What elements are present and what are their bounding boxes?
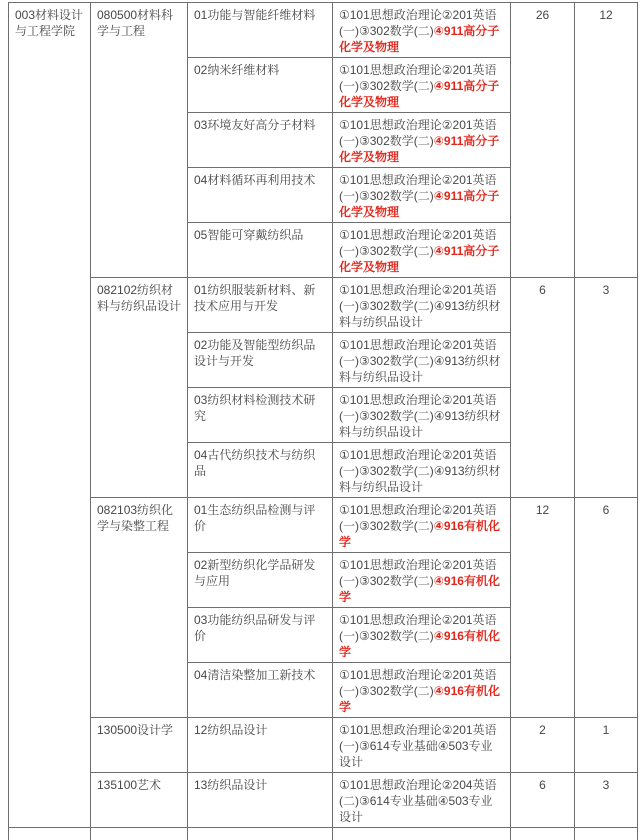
exam-subjects-cell <box>333 58 511 113</box>
exam-subjects-cell <box>333 278 511 333</box>
exam-subjects-cell <box>333 498 511 553</box>
admit-total-cell: 12 <box>511 498 575 718</box>
research-direction-cell: 03环境友好高分子材料 <box>188 113 333 168</box>
research-direction-cell: 05智能可穿戴纺织品 <box>188 223 333 278</box>
research-direction-cell: 02纳米纤维材料 <box>188 58 333 113</box>
research-direction-cell: 12纺织品设计 <box>188 718 333 773</box>
empty-cell <box>188 828 333 840</box>
exam-subjects-text: ①101思想政治理论②201英语(一)③302数学(二)④913纺织材料与纺织品设计 <box>339 393 501 439</box>
exam-subjects-cell <box>333 553 511 608</box>
table-row <box>9 498 638 553</box>
empty-cell <box>575 828 638 840</box>
exam-subjects-cell <box>333 443 511 498</box>
admit-exempt-cell: 3 <box>575 773 638 828</box>
exam-subjects-cell <box>333 718 511 773</box>
exam-subjects-cell <box>333 388 511 443</box>
exam-subjects-text: ①101思想政治理论②201英语(一)③302数学(二) <box>339 558 497 588</box>
exam-subjects-cell <box>333 113 511 168</box>
major-cell: 130500设计学 <box>91 718 188 773</box>
empty-cell <box>511 828 575 840</box>
admit-exempt-cell: 6 <box>575 498 638 718</box>
admit-exempt-cell: 1 <box>575 718 638 773</box>
research-direction-cell: 03纺织材料检测技术研究 <box>188 388 333 443</box>
table-row <box>9 718 638 773</box>
research-direction-cell: 01功能与智能纤维材料 <box>188 3 333 58</box>
admit-total-cell: 6 <box>511 278 575 498</box>
empty-cell <box>9 828 91 840</box>
research-direction-cell: 01生态纺织品检测与评价 <box>188 498 333 553</box>
exam-subjects-cell <box>333 3 511 58</box>
exam-subject-highlight: ④916有机化学 <box>339 629 500 659</box>
exam-subjects-text: ①101思想政治理论②201英语(一)③302数学(二) <box>339 63 497 93</box>
admit-total-cell: 6 <box>511 773 575 828</box>
exam-subjects-cell <box>333 223 511 278</box>
exam-subjects-cell <box>333 773 511 828</box>
exam-subjects-text: ①101思想政治理论②201英语(一)③614专业基础④503专业设计 <box>339 723 497 769</box>
major-cell: 135100艺术 <box>91 773 188 828</box>
research-direction-cell: 04清洁染整加工新技术 <box>188 663 333 718</box>
research-direction-cell: 04古代纺织技术与纺织品 <box>188 443 333 498</box>
admit-exempt-cell: 12 <box>575 3 638 278</box>
research-direction-cell: 03功能纺织品研发与评价 <box>188 608 333 663</box>
major-cell: 082102纺织材料与纺织品设计 <box>91 278 188 498</box>
exam-subjects-text: ①101思想政治理论②201英语(一)③302数学(二)④913纺织材料与纺织品设计 <box>339 448 501 494</box>
empty-cell <box>91 828 188 840</box>
exam-subjects-text: ①101思想政治理论②201英语(一)③302数学(二) <box>339 8 497 38</box>
admissions-table <box>8 2 638 840</box>
exam-subjects-text: ①101思想政治理论②201英语(一)③302数学(二) <box>339 173 497 203</box>
exam-subjects-cell <box>333 663 511 718</box>
college-cell: 003材料设计与工程学院 <box>9 3 91 828</box>
exam-subject-highlight: ④911高分子化学及物理 <box>339 189 500 219</box>
exam-subject-highlight: ④916有机化学 <box>339 519 500 549</box>
admit-exempt-cell: 3 <box>575 278 638 498</box>
exam-subject-highlight: ④911高分子化学及物理 <box>339 244 500 274</box>
research-direction-cell: 02新型纺织化学品研发与应用 <box>188 553 333 608</box>
exam-subjects-cell <box>333 168 511 223</box>
exam-subject-highlight: ④916有机化学 <box>339 574 500 604</box>
admit-total-cell: 26 <box>511 3 575 278</box>
exam-subjects-text: ①101思想政治理论②204英语(二)③614专业基础④503专业设计 <box>339 778 497 824</box>
research-direction-cell: 04材料循环再利用技术 <box>188 168 333 223</box>
table-row <box>9 773 638 828</box>
empty-cell <box>333 828 511 840</box>
exam-subject-highlight: ④916有机化学 <box>339 684 500 714</box>
major-cell: 082103纺织化学与染整工程 <box>91 498 188 718</box>
table-row-partial <box>9 828 638 840</box>
exam-subject-highlight: ④911高分子化学及物理 <box>339 24 500 54</box>
exam-subject-highlight: ④911高分子化学及物理 <box>339 134 500 164</box>
exam-subjects-text: ①101思想政治理论②201英语(一)③302数学(二) <box>339 118 497 148</box>
exam-subject-highlight: ④911高分子化学及物理 <box>339 79 500 109</box>
admit-total-cell: 2 <box>511 718 575 773</box>
exam-subjects-text: ①101思想政治理论②201英语(一)③302数学(二)④913纺织材料与纺织品设计 <box>339 283 501 329</box>
research-direction-cell: 01纺织服装新材料、新技术应用与开发 <box>188 278 333 333</box>
major-cell: 080500材料科学与工程 <box>91 3 188 278</box>
exam-subjects-text: ①101思想政治理论②201英语(一)③302数学(二) <box>339 228 497 258</box>
research-direction-cell: 02功能及智能型纺织品设计与开发 <box>188 333 333 388</box>
admissions-table-body <box>9 3 638 840</box>
exam-subjects-text: ①101思想政治理论②201英语(一)③302数学(二) <box>339 613 497 643</box>
exam-subjects-text: ①101思想政治理论②201英语(一)③302数学(二) <box>339 668 497 698</box>
table-row <box>9 3 638 58</box>
research-direction-cell: 13纺织品设计 <box>188 773 333 828</box>
exam-subjects-cell <box>333 333 511 388</box>
table-row <box>9 278 638 333</box>
exam-subjects-text: ①101思想政治理论②201英语(一)③302数学(二) <box>339 503 497 533</box>
exam-subjects-text: ①101思想政治理论②201英语(一)③302数学(二)④913纺织材料与纺织品设计 <box>339 338 501 384</box>
exam-subjects-cell <box>333 608 511 663</box>
